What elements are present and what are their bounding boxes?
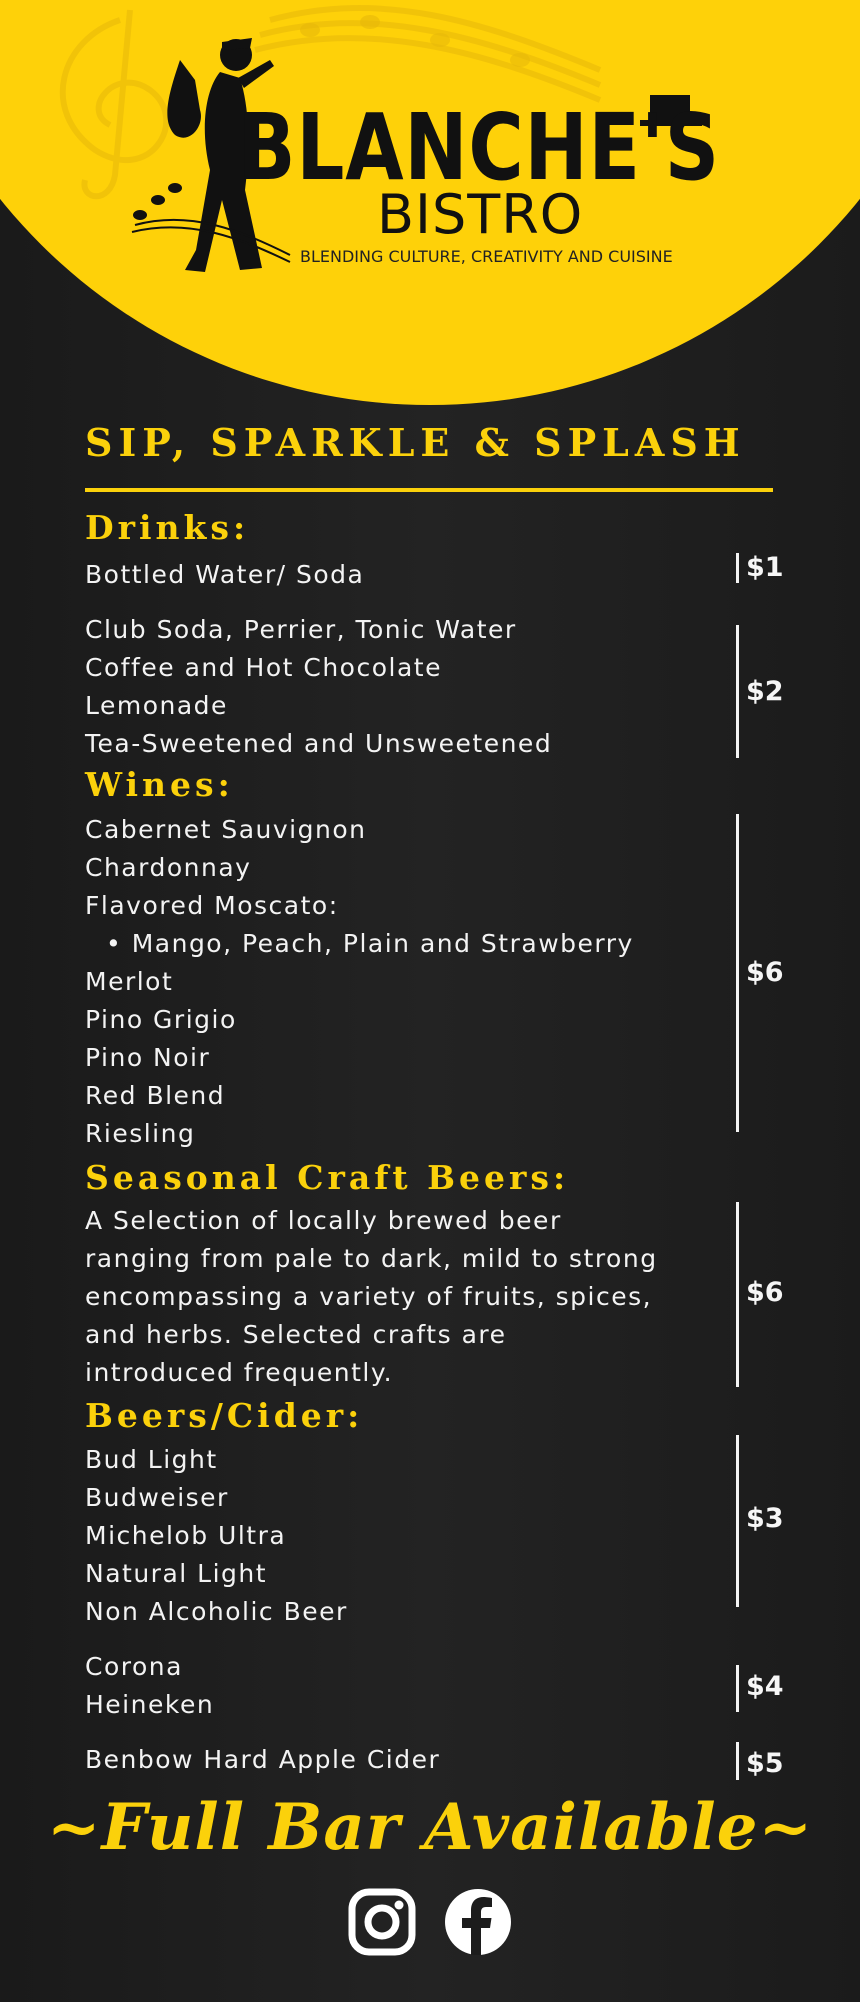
menu-item: Corona: [85, 1652, 183, 1681]
menu-item: Flavored Moscato:: [85, 891, 339, 920]
menu-item: Bud Light: [85, 1445, 218, 1474]
price-bracket: [736, 1742, 739, 1780]
description-line: ranging from pale to dark, mild to strong: [85, 1244, 658, 1273]
description-line: introduced frequently.: [85, 1358, 394, 1387]
menu-item: Lemonade: [85, 691, 228, 720]
menu-item: Club Soda, Perrier, Tonic Water: [85, 615, 517, 644]
price-bracket: [736, 1435, 739, 1607]
menu-item: Pino Grigio: [85, 1005, 237, 1034]
description-line: A Selection of locally brewed beer: [85, 1206, 562, 1235]
brand-name: BLANCHE'S: [238, 94, 720, 201]
price-label: $5: [746, 1748, 784, 1779]
price-label: $6: [746, 1277, 784, 1308]
bullet-icon: •: [106, 929, 132, 958]
category-drinks: Drinks:: [85, 508, 250, 547]
menu-item: Chardonnay: [85, 853, 252, 882]
menu-item: Budweiser: [85, 1483, 229, 1512]
price-bracket: [736, 625, 739, 758]
menu-item: Red Blend: [85, 1081, 226, 1110]
brand-tagline: BLENDING CULTURE, CREATIVITY AND CUISINE: [300, 247, 673, 266]
section-title: SIP, SPARKLE & SPLASH: [85, 420, 746, 465]
menu-item: Michelob Ultra: [85, 1521, 287, 1550]
facebook-icon[interactable]: [444, 1888, 512, 1956]
menu-item: Non Alcoholic Beer: [85, 1597, 348, 1626]
price-bracket: [736, 553, 739, 583]
menu-item: Pino Noir: [85, 1043, 211, 1072]
menu-item: Heineken: [85, 1690, 215, 1719]
menu-item: Natural Light: [85, 1559, 268, 1588]
description-line: encompassing a variety of fruits, spices,: [85, 1282, 653, 1311]
price-label: $2: [746, 676, 784, 707]
price-bracket: [736, 1202, 739, 1387]
menu-item: Bottled Water/ Soda: [85, 560, 365, 589]
menu-item: Benbow Hard Apple Cider: [85, 1745, 441, 1774]
brand-sub: BISTRO: [377, 183, 584, 246]
price-label: $3: [746, 1503, 784, 1534]
title-divider: [85, 488, 773, 492]
menu-item: Riesling: [85, 1119, 196, 1148]
price-bracket: [736, 1665, 739, 1712]
logo: [0, 0, 860, 410]
menu-sub-item-label: Mango, Peach, Plain and Strawberry: [131, 929, 634, 958]
price-label: $1: [746, 552, 784, 583]
menu-item: Cabernet Sauvignon: [85, 815, 367, 844]
category-craft-beers: Seasonal Craft Beers:: [85, 1158, 570, 1197]
menu-item: Tea-Sweetened and Unsweetened: [85, 729, 553, 758]
price-label: $4: [746, 1671, 784, 1702]
price-bracket: [736, 814, 739, 1132]
menu-sub-item: [106, 929, 634, 958]
instagram-icon[interactable]: [348, 1888, 416, 1956]
description-line: and herbs. Selected crafts are: [85, 1320, 507, 1349]
menu-item: Coffee and Hot Chocolate: [85, 653, 442, 682]
full-bar-available: ~Full Bar Available~: [46, 1790, 814, 1865]
price-label: $6: [746, 957, 784, 988]
menu-item: Merlot: [85, 967, 174, 996]
category-beers-cider: Beers/Cider:: [85, 1396, 364, 1435]
category-wines: Wines:: [85, 765, 234, 804]
